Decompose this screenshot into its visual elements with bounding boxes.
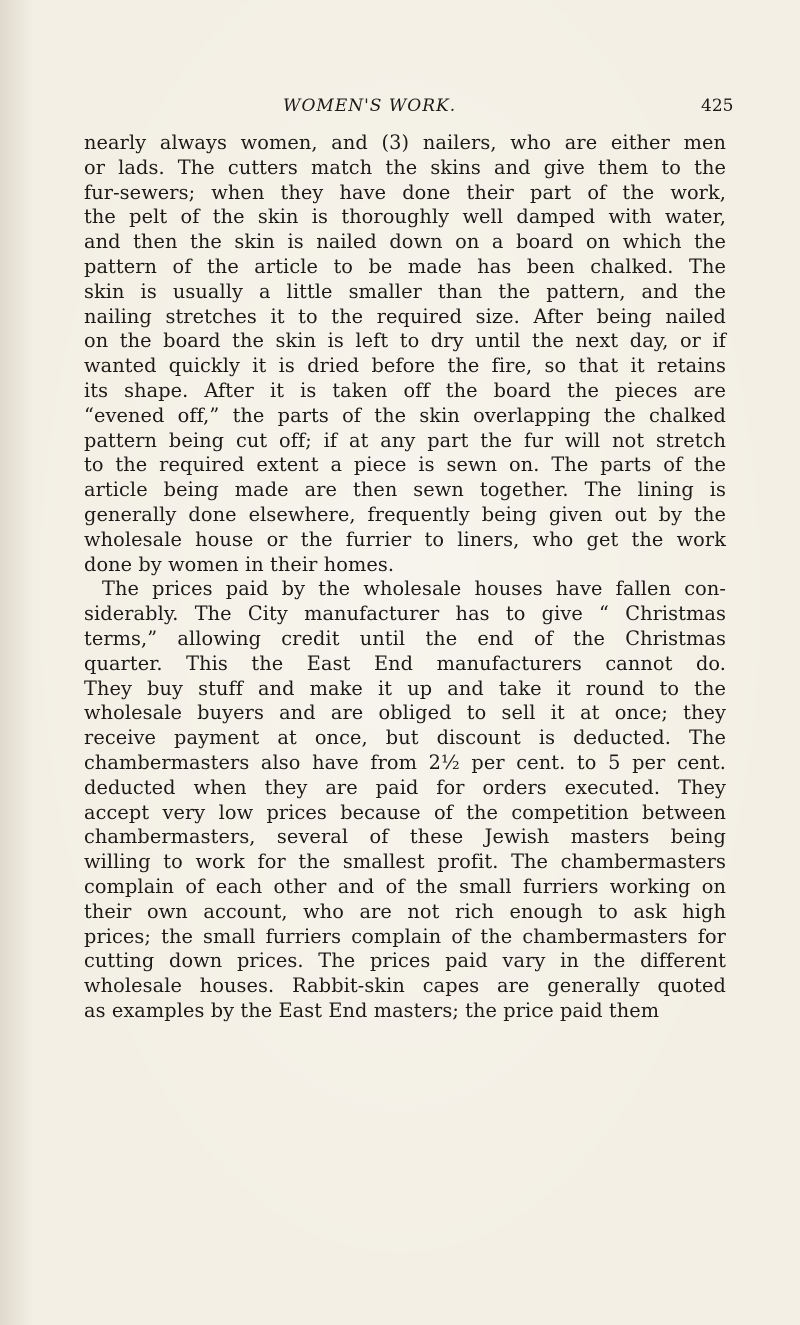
text-line: wholesale houses. Rabbit-skin capes are generally quoted [84,974,726,998]
text-line: nailing stretches it to the required size. After being nailed [84,304,726,328]
text-line: wholesale house or the furrier to liners, who get the work [84,527,726,551]
text-line: terms,” allowing credit until the end of the Christmas [84,626,726,650]
text-line: its shape. After it is taken off the board the pieces are [84,378,726,402]
text-line: as examples by the East End masters; the price paid them [84,998,660,1022]
text-line: their own account, who are not rich enough to ask high [84,899,726,923]
text-line: skin is usually a little smaller than the pattern, and the [84,279,726,303]
text-line: cutting down prices. The prices paid vary in the different [84,949,726,973]
text-line: “evened off,” the parts of the skin overlapping the chalked [84,403,726,427]
text-line: the pelt of the skin is thoroughly well damped with water, [84,205,726,229]
gutter-shadow [0,0,34,1325]
text-line: deducted when they are paid for orders executed. They [84,775,726,799]
text-line: wholesale buyers and are obliged to sell it at once; they [84,701,726,725]
text-line: The prices paid by the wholesale houses have fallen con- [102,577,726,601]
text-line: article being made are then sewn together. The lining is [84,478,726,502]
text-line: They buy stuff and make it up and take it round to the [84,676,726,700]
text-line: fur-sewers; when they have done their part of the work, [84,180,726,204]
text-line: generally done elsewhere, frequently being given out by the [84,502,726,526]
text-line: on the board the skin is left to dry until the next day, or if [84,329,726,353]
text-line: pattern being cut off; if at any part the fur will not stretch [84,428,726,452]
text-line: accept very low prices because of the competition between [84,800,726,824]
text-line: chambermasters also have from 2½ per cent. to 5 per cent. [84,750,726,774]
text-line: siderably. The City manufacturer has to give “ Christmas [84,602,726,626]
text-line: and then the skin is nailed down on a board on which the [84,230,726,254]
page-number: 425 [701,96,734,116]
text-line: prices; the small furriers complain of the chambermasters for [84,924,726,948]
text-line: quarter. This the East End manufacturers cannot do. [84,651,726,675]
text-line: nearly always women, and (3) nailers, who are either men [84,131,726,154]
text-line: complain of each other and of the small furriers working on [84,874,726,898]
page-header [0,96,800,120]
body-text [84,131,726,1024]
text-line: pattern of the article to be made has been chalked. The [84,254,726,278]
text-line: done by women in their homes. [84,552,395,576]
text-line: wanted quickly it is dried before the fire, so that it retains [84,354,726,378]
text-line: receive payment at once, but discount is deducted. The [84,726,726,750]
text-line: chambermasters, several of these Jewish masters being [84,825,726,849]
text-line: willing to work for the smallest profit. The chambermasters [84,850,726,874]
text-line: to the required extent a piece is sewn on. The parts of the [84,453,726,477]
text-line: or lads. The cutters match the skins and give them to the [84,155,726,179]
running-head: WOMEN'S WORK. [283,96,457,116]
